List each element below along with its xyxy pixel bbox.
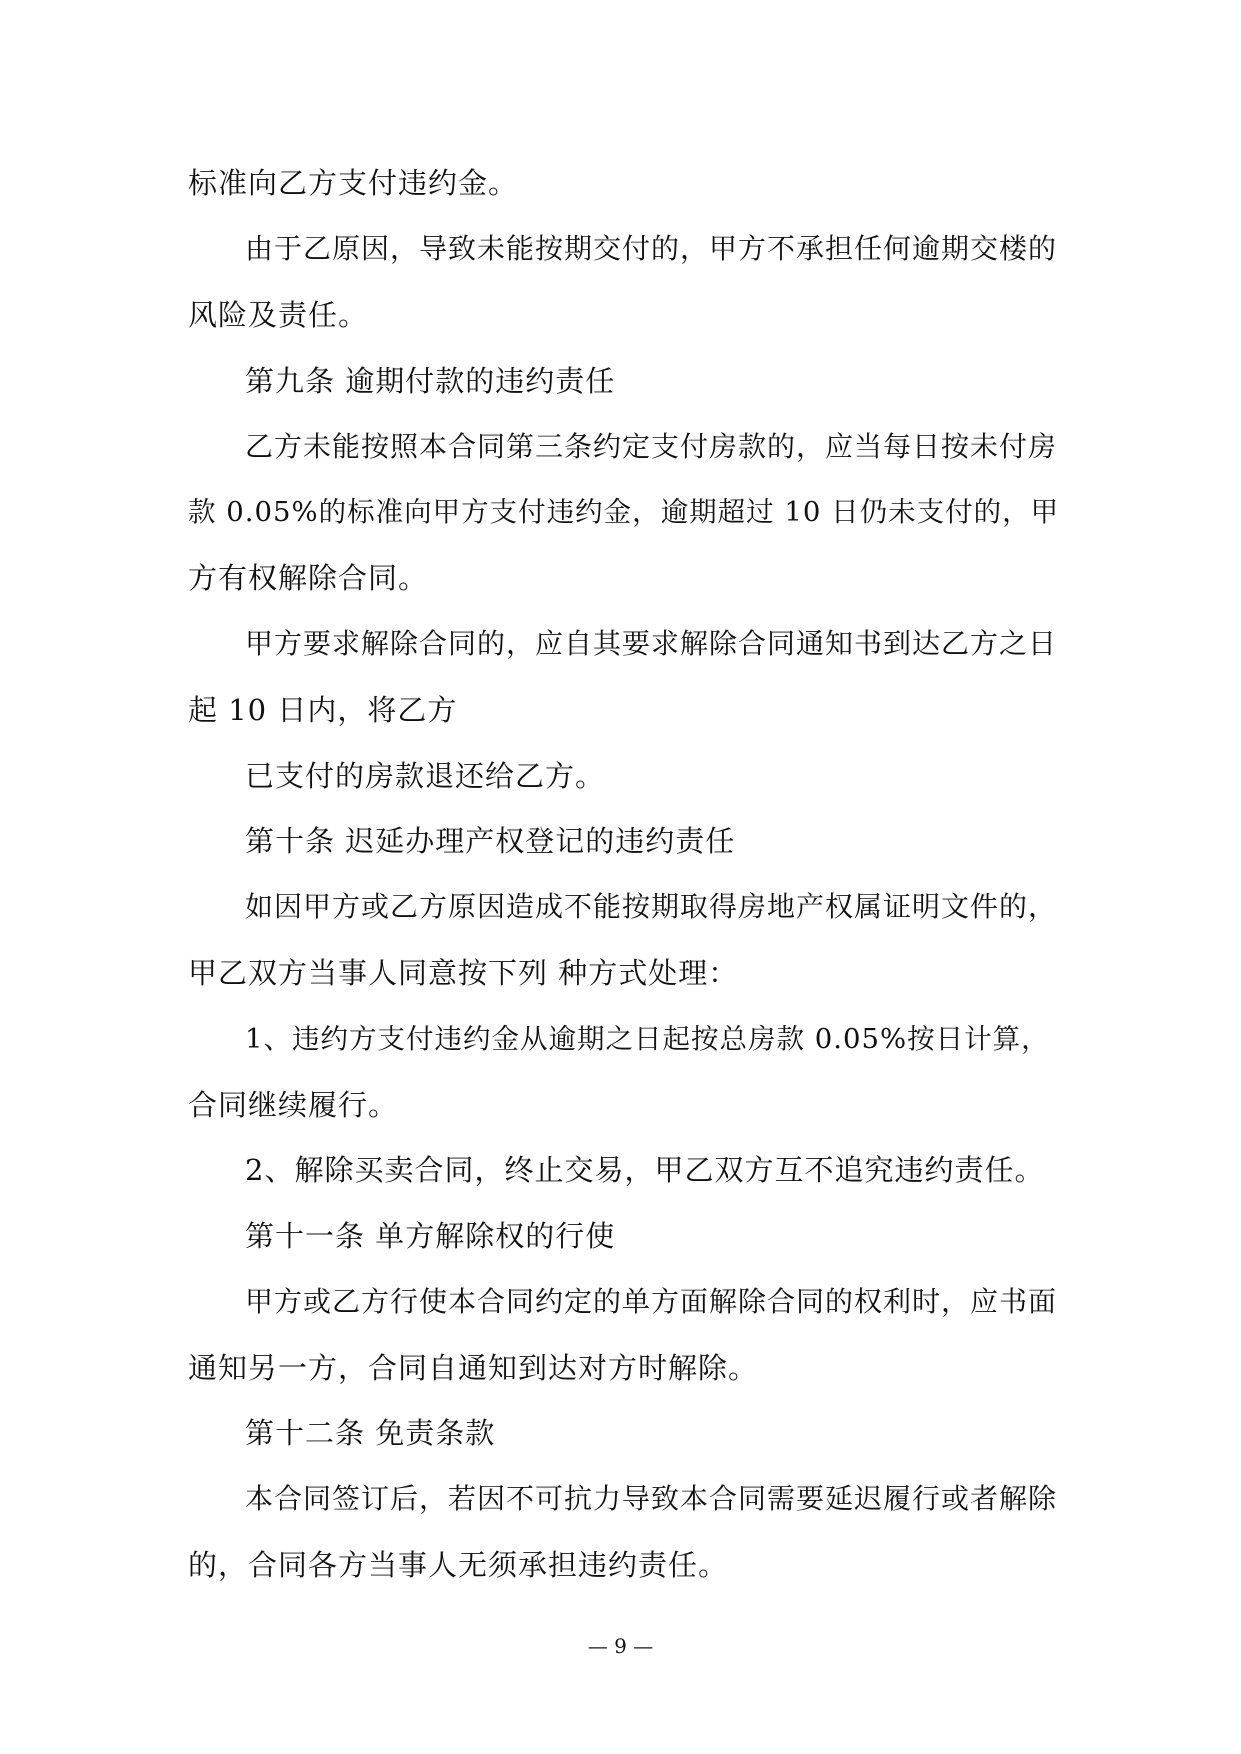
text-line: 甲乙双方当事人同意按下列 种方式处理： [188, 956, 739, 990]
text-line: 合同继续履行。 [188, 1088, 399, 1122]
text-line: 如因甲方或乙方原因造成不能按期取得房地产权属证明文件的， [245, 890, 1058, 923]
text-line: 由于乙原因，导致未能按期交付的，甲方不承担任何逾期交楼的 [245, 232, 1058, 265]
text-line: 甲方或乙方行使本合同约定的单方面解除合同的权利时，应书面 [245, 1285, 1058, 1318]
text-line: 甲方要求解除合同的，应自其要求解除合同通知书到达乙方之日 [245, 627, 1058, 660]
page-number: — 9 — [587, 1634, 654, 1658]
text-line: 方有权解除合同。 [188, 561, 429, 595]
section-heading: 第十二条 免责条款 [245, 1416, 496, 1450]
text-line: 通知另一方，合同自通知到达对方时解除。 [188, 1351, 759, 1385]
text-line: 起 10 日内，将乙方 [188, 693, 458, 727]
section-heading: 第九条 逾期付款的违约责任 [245, 364, 616, 398]
section-heading: 第十一条 单方解除权的行使 [245, 1219, 616, 1253]
text-line: 本合同签订后，若因不可抗力导致本合同需要延迟履行或者解除 [245, 1482, 1058, 1515]
text-line: 乙方未能按照本合同第三条约定支付房款的，应当每日按未付房 [245, 430, 1058, 463]
text-line: 标准向乙方支付违约金。 [188, 166, 519, 200]
text-line: 已支付的房款退还给乙方。 [245, 759, 606, 793]
text-line: 的，合同各方当事人无须承担违约责任。 [188, 1548, 729, 1582]
text-line: 款 0.05%的标准向甲方支付违约金，逾期超过 10 日仍未支付的，甲 [188, 496, 1060, 528]
list-item: 2、解除买卖合同，终止交易，甲乙双方互不追究违约责任。 [245, 1153, 1045, 1187]
list-item: 1、违约方支付违约金从逾期之日起按总房款 0.05%按日计算， [245, 1023, 1050, 1055]
text-line: 风险及责任。 [188, 298, 369, 332]
section-heading: 第十条 迟延办理产权登记的违约责任 [245, 824, 736, 858]
